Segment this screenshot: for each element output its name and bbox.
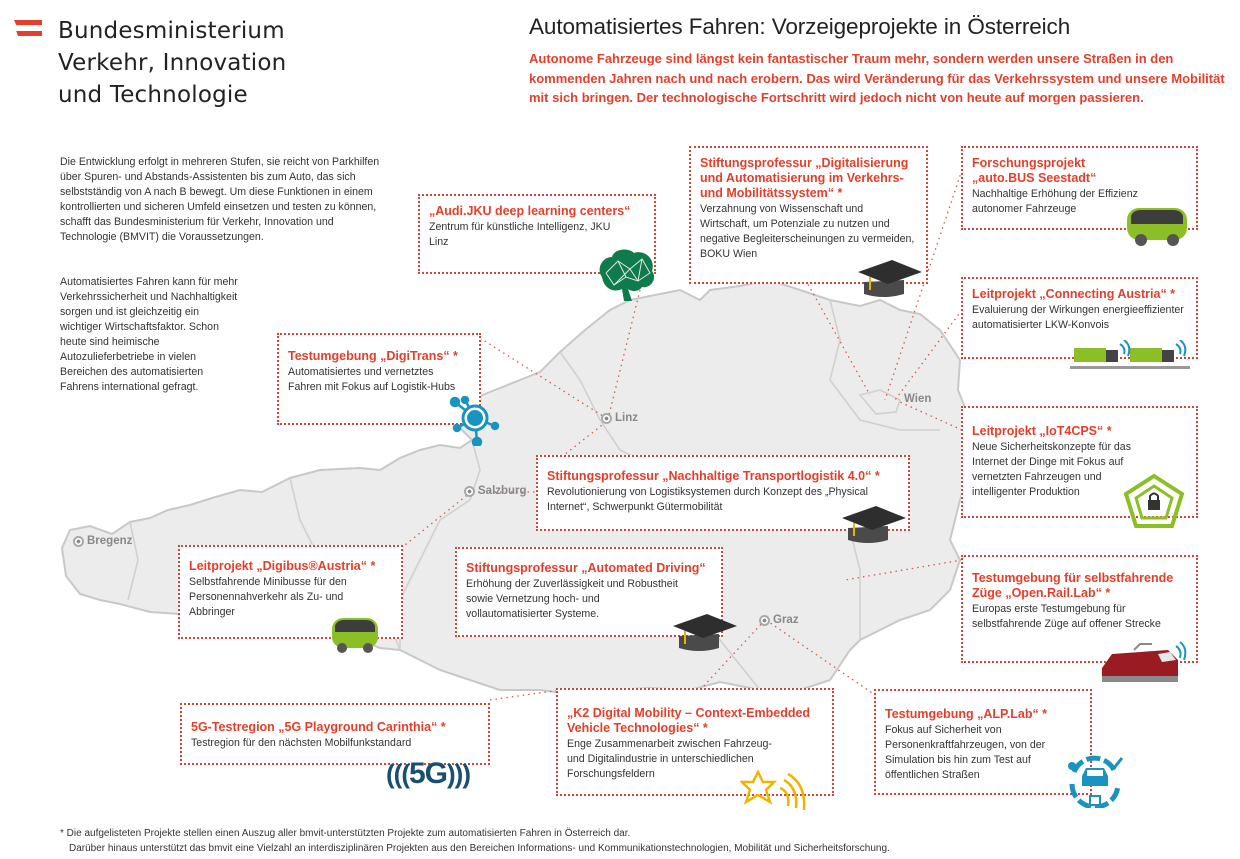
- city-dot-icon: [73, 536, 84, 547]
- 5g-icon: ((( 5G ))): [386, 757, 470, 790]
- footnote-line-1: * Die aufgelisteten Projekte stellen einen Auszug aller bmvit-unterstützten Projekte zum automatisierten Fahren in Österreich dar.: [60, 828, 631, 839]
- city-label: Salzburg: [478, 485, 527, 497]
- minibus-icon: [1125, 204, 1189, 246]
- city-bregenz: [73, 535, 132, 547]
- city-dot-icon: [601, 413, 612, 424]
- project-title: Leitprojekt „Connecting Austria“ *: [972, 287, 1176, 301]
- minibus-icon: [330, 614, 380, 654]
- graduation-cap-icon: [842, 504, 906, 544]
- side-text-development: Die Entwicklung erfolgt in mehreren Stufen, sie reicht von Parkhilfen über Spuren- und Abstands-Assistenten bis zum Auto, das sich selbstständig von A nach B bewegt. Um diese Funktionen in einem kontrollierten und sicheren Umfeld einsetzen und testen zu können, schafft das Bundesministerium für Verkehr, Innovation und Technologie (BMVIT) die Voraussetzungen.: [60, 156, 380, 243]
- footnote: [60, 826, 890, 856]
- project-title: Stiftungsprofessur „Digitalisierung und Automatisierung im Verkehrs- und Mobilitätssystem“ *: [700, 156, 909, 200]
- truck-convoy-icon: [1070, 340, 1194, 370]
- city-linz: [601, 412, 638, 424]
- project-title: Stiftungsprofessur „Nachhaltige Transportlogistik 4.0“ *: [547, 469, 880, 483]
- project-description: Enge Zusammenarbeit zwischen Fahrzeug- und Digitalindustrie in unterschiedlichen Forschungsfeldern: [567, 738, 772, 780]
- project-description: Selbstfahrende Minibusse für den Personennahverkehr als Zu- und Abbringer: [189, 576, 347, 618]
- city-label: Bregenz: [87, 535, 133, 547]
- project-description: Nachhaltige Erhöhung der Effizienz autonomer Fahrzeuge: [972, 188, 1138, 215]
- train-icon: [1098, 640, 1190, 690]
- secure-network-icon: [1122, 472, 1186, 530]
- city-graz: [759, 614, 799, 626]
- graduation-cap-icon: [858, 258, 922, 298]
- city-label: Wien: [904, 393, 932, 405]
- city-dot-icon: [759, 615, 770, 626]
- graduation-cap-icon: [673, 612, 737, 652]
- city-label: Graz: [773, 614, 799, 626]
- network-hub-icon: [449, 396, 501, 446]
- star-signal-icon: [740, 770, 810, 810]
- signal-left-icon: (((: [386, 758, 409, 789]
- project-title: Testumgebung „ALP.Lab“ *: [885, 707, 1048, 721]
- brain-network-icon: [594, 247, 658, 303]
- project-description: Zentrum für künstliche Intelligenz, JKU Linz: [429, 221, 611, 248]
- project-alp-lab: [874, 689, 1092, 795]
- project-title: Leitprojekt „IoT4CPS“ *: [972, 424, 1112, 438]
- ministry-name: Bundesministerium Verkehr, Innovation und Technologie: [58, 18, 287, 108]
- austria-flag-icon: [14, 19, 42, 37]
- project-description: Fokus auf Sicherheit von Personenkraftfahrzeugen, von der Simulation bis hin zum Test auf öffentlichen Straßen: [885, 724, 1046, 781]
- project-description: Erhöhung der Zuverlässigkeit und Robustheit sowie Vernetzung hoch- und vollautomatisierter Systeme.: [466, 578, 678, 620]
- project-description: Automatisiertes und vernetztes Fahren mit Fokus auf Logistik-Hubs: [288, 366, 456, 393]
- city-salzburg: [464, 485, 527, 497]
- project-title: „K2 Digital Mobility – Context-Embedded Vehicle Technologies“ *: [567, 706, 811, 735]
- page-title: Automatisiertes Fahren: Vorzeigeprojekte in Österreich: [529, 14, 1071, 39]
- project-description: Neue Sicherheitskonzepte für das Internet der Dinge mit Fokus auf vernetzten Fahrzeugen und intelligenter Produktion: [972, 441, 1131, 498]
- project-description: Verzahnung von Wissenschaft und Wirtschaft, um Potenziale zu nutzen und negative Begleiterscheinungen zu vermeiden, BOKU Wien: [700, 203, 915, 260]
- project-description: Europas erste Testumgebung für selbstfahrende Züge auf offener Strecke: [972, 603, 1161, 630]
- project-description: Testregion für den nächsten Mobilfunkstandard: [191, 737, 412, 749]
- project-title: Testumgebung für selbstfahrende Züge „Open.Rail.Lab“ *: [972, 571, 1174, 600]
- intro-text: Autonome Fahrzeuge sind längst kein fantastischer Traum mehr, sondern werden unsere Straßen in den kommenden Jahren nach und nach erobern. Das wird Veränderung für das Verkehrssystem und unsere Mobilität mit sich bringen. Der technologische Fortschritt wird jedoch nicht von heute auf morgen passieren.: [529, 51, 1225, 105]
- project-title: „Audi.JKU deep learning centers“: [429, 204, 631, 218]
- project-description: Evaluierung der Wirkungen energieeffizienter automatisierter LKW-Konvois: [972, 304, 1184, 331]
- city-dot-icon: [464, 486, 475, 497]
- signal-right-icon: ))): [447, 758, 470, 789]
- project-title: Testumgebung „DigiTrans“ *: [288, 349, 458, 363]
- side-text-benefits: Automatisiertes Fahren kann für mehr Verkehrssicherheit und Nachhaltigkeit sorgen und ist gleichzeitig ein wichtiger Wirtschaftsfaktor. Schon heute sind heimische Autozulieferbetriebe in vielen Bereichen des automatisierten Fahrens international gefragt.: [60, 276, 238, 393]
- project-title: Leitprojekt „Digibus®Austria“ *: [189, 559, 376, 573]
- footnote-line-2: Darüber hinaus unterstützt das bmvit eine Vielzahl an interdisziplinären Projekten aus den Bereichen Informations- und Kommunikationstechnologien, Mobilität und Sicherheitsforschung.: [69, 843, 890, 854]
- city-label: Linz: [615, 412, 638, 424]
- project-title: Forschungsprojekt „auto.BUS Seestadt“: [972, 156, 1097, 185]
- project-description: Revolutionierung von Logistiksystemen durch Konzept des „Physical Internet“, Schwerpunkt Gütermobilität: [547, 486, 868, 513]
- project-title: 5G-Testregion „5G Playground Carinthia“ *: [191, 720, 446, 734]
- car-safety-icon: [1064, 752, 1126, 808]
- project-title: Stiftungsprofessur „Automated Driving“: [466, 561, 706, 575]
- city-wien: [872, 393, 931, 405]
